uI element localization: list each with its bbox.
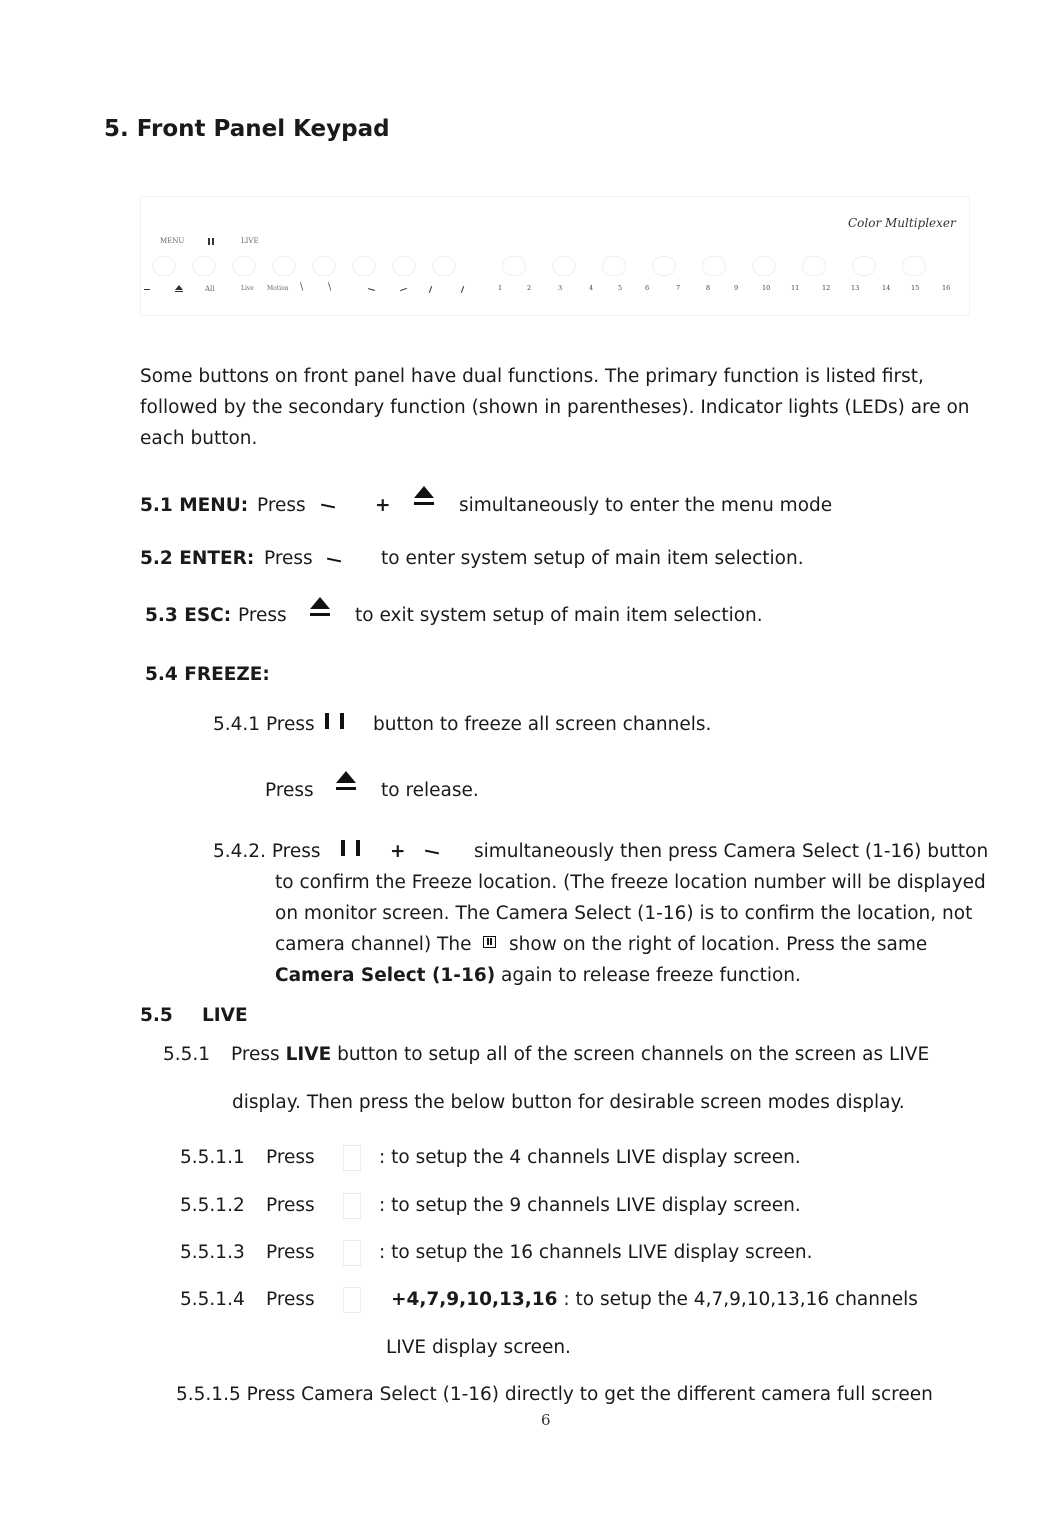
panel-zoom-out-icon: ∖ [298, 282, 305, 293]
quad-mode-icon [343, 1145, 361, 1171]
panel-camera-number: 6 [645, 284, 650, 292]
panel-zoom-in-icon: ∖ [326, 282, 333, 293]
intro-line: followed by the secondary function (shown in parentheses). Indicator lights (LEDs) are on [140, 397, 970, 418]
intro-line: Some buttons on front panel have dual functions. The primary function is listed first, [140, 366, 924, 387]
section-5-3-label: 5.3 ESC: [145, 605, 232, 626]
section-5-5-1-4-rest: : to setup the 4,7,9,10,13,16 channels [557, 1289, 918, 1310]
eject-icon [336, 771, 356, 791]
panel-button [232, 256, 256, 276]
section-5-5-1-3-text: : to setup the 16 channels LIVE display screen. [379, 1242, 813, 1263]
section-5-4-1-release-text: to release. [381, 780, 479, 801]
panel-button [852, 256, 876, 276]
enter-arrow-icon [321, 504, 335, 509]
page-number: 6 [541, 1411, 551, 1429]
section-5-4-2-line5 [275, 960, 801, 991]
section-5-4-2-prefix: 5.4.2. Press [213, 841, 321, 862]
panel-enter-arrow-icon [144, 289, 150, 290]
panel-button [392, 256, 416, 276]
channel-list-bold: +4,7,9,10,13,16 [391, 1289, 558, 1310]
enter-arrow-icon [425, 850, 439, 855]
section-5-4-1-prefix: 5.4.1 Press [213, 714, 315, 735]
panel-camera-number: 7 [676, 284, 681, 292]
panel-camera-number: 10 [762, 284, 771, 292]
panel-button [312, 256, 336, 276]
panel-camera-number: 15 [911, 284, 920, 292]
front-panel-illustration [140, 196, 970, 336]
pip-mode-icon [343, 1287, 361, 1313]
page-title: 5. Front Panel Keypad [104, 116, 390, 142]
pause-icon [341, 840, 363, 856]
panel-camera-number: 3 [558, 284, 563, 292]
section-5-5-1-5: 5.5.1.5 Press Camera Select (1-16) directly to get the different camera full screen [176, 1384, 933, 1405]
panel-camera-number: 1 [498, 284, 503, 292]
panel-label-motion: Motion [267, 285, 289, 292]
panel-camera-number: 13 [851, 284, 860, 292]
panel-button [432, 256, 456, 276]
section-5-5-1-rest: button to setup all of the screen channels on the screen as LIVE [331, 1044, 930, 1065]
section-5-1-text: simultaneously to enter the menu mode [459, 495, 833, 516]
panel-camera-number: 5 [618, 284, 623, 292]
section-5-4-label: 5.4 FREEZE: [145, 664, 270, 685]
section-5-1-press: Press [257, 495, 306, 516]
section-5-5-1-line2: display. Then press the below button for desirable screen modes display. [232, 1092, 905, 1113]
section-5-5-1-press: Press [231, 1044, 286, 1065]
panel-button [552, 256, 576, 276]
panel-button [902, 256, 926, 276]
section-5-4-2-line4a: camera channel) The [275, 934, 472, 955]
panel-label-menu: MENU [160, 237, 185, 245]
panel-outline [140, 196, 970, 316]
section-5-5-1-4-press: Press [266, 1289, 315, 1310]
panel-camera-number: 2 [527, 284, 532, 292]
section-5-5-1-1-text: : to setup the 4 channels LIVE display screen. [379, 1147, 801, 1168]
section-5-4-2-line5-rest: again to release freeze function. [495, 965, 801, 986]
eject-icon [414, 486, 434, 506]
sixteen-split-mode-icon [343, 1240, 361, 1266]
panel-pause-icon [208, 238, 216, 246]
panel-button [752, 256, 776, 276]
section-5-4-2-line1: simultaneously then press Camera Select (1-16) button [474, 841, 989, 862]
section-5-5-1-number: 5.5.1 [163, 1044, 211, 1065]
section-5-3-text: to exit system setup of main item selection. [355, 605, 763, 626]
section-5-5-1-1-number: 5.5.1.1 [180, 1147, 245, 1168]
eject-icon [310, 597, 330, 617]
section-5-4-2-line3: on monitor screen. The Camera Select (1-16) is to confirm the location, not [275, 903, 973, 924]
panel-button [272, 256, 296, 276]
section-5-5-1-line1 [231, 1039, 929, 1070]
panel-camera-number: 8 [706, 284, 711, 292]
section-5-5-1-2-number: 5.5.1.2 [180, 1195, 245, 1216]
section-5-5-label: LIVE [202, 1005, 248, 1026]
panel-camera-number: 16 [942, 284, 951, 292]
section-5-5-1-4-line2: LIVE display screen. [386, 1337, 571, 1358]
section-5-5-1-4-line1 [391, 1284, 918, 1315]
camera-select-bold: Camera Select (1-16) [275, 965, 496, 986]
panel-button [602, 256, 626, 276]
panel-camera-number: 11 [791, 284, 800, 292]
section-5-4-2-line2: to confirm the Freeze location. (The freeze location number will be displayed [275, 872, 986, 893]
section-5-3-press: Press [238, 605, 287, 626]
section-5-5-1-4-number: 5.5.1.4 [180, 1289, 245, 1310]
plus-sign: + [390, 841, 406, 862]
section-5-5-number: 5.5 [140, 1005, 173, 1026]
panel-button [502, 256, 526, 276]
section-5-5-1-3-press: Press [266, 1242, 315, 1263]
intro-line: each button. [140, 428, 258, 449]
panel-label-live-small: Live [241, 285, 254, 292]
enter-arrow-icon [327, 558, 341, 563]
plus-sign: + [375, 495, 391, 516]
panel-label-all: All [205, 285, 215, 293]
panel-label-live: LIVE [241, 237, 259, 245]
panel-camera-number: 12 [822, 284, 831, 292]
section-5-5-1-2-press: Press [266, 1195, 315, 1216]
section-5-1-label: 5.1 MENU: [140, 495, 249, 516]
section-5-2-label: 5.2 ENTER: [140, 548, 255, 569]
section-5-5-1-2-text: : to setup the 9 channels LIVE display screen. [379, 1195, 801, 1216]
panel-camera-number: 9 [734, 284, 739, 292]
panel-button [802, 256, 826, 276]
section-5-5-1-1-press: Press [266, 1147, 315, 1168]
section-5-2-text: to enter system setup of main item selection. [381, 548, 804, 569]
section-5-4-2-line4b: show on the right of location. Press the same [509, 934, 928, 955]
section-5-4-1-text: button to freeze all screen channels. [373, 714, 712, 735]
live-bold: LIVE [285, 1044, 332, 1065]
section-5-4-1-release-press: Press [265, 780, 314, 801]
panel-eject-icon [175, 285, 183, 293]
section-5-2-press: Press [264, 548, 313, 569]
panel-button [652, 256, 676, 276]
panel-camera-number: 14 [882, 284, 891, 292]
nine-split-mode-icon [343, 1193, 361, 1219]
panel-button [702, 256, 726, 276]
section-5-5-1-3-number: 5.5.1.3 [180, 1242, 245, 1263]
panel-brand: Color Multiplexer [848, 216, 956, 230]
freeze-indicator-icon [483, 936, 496, 948]
panel-camera-number: 4 [589, 284, 594, 292]
panel-button [352, 256, 376, 276]
panel-button [192, 256, 216, 276]
pause-icon [325, 713, 347, 729]
panel-button [152, 256, 176, 276]
